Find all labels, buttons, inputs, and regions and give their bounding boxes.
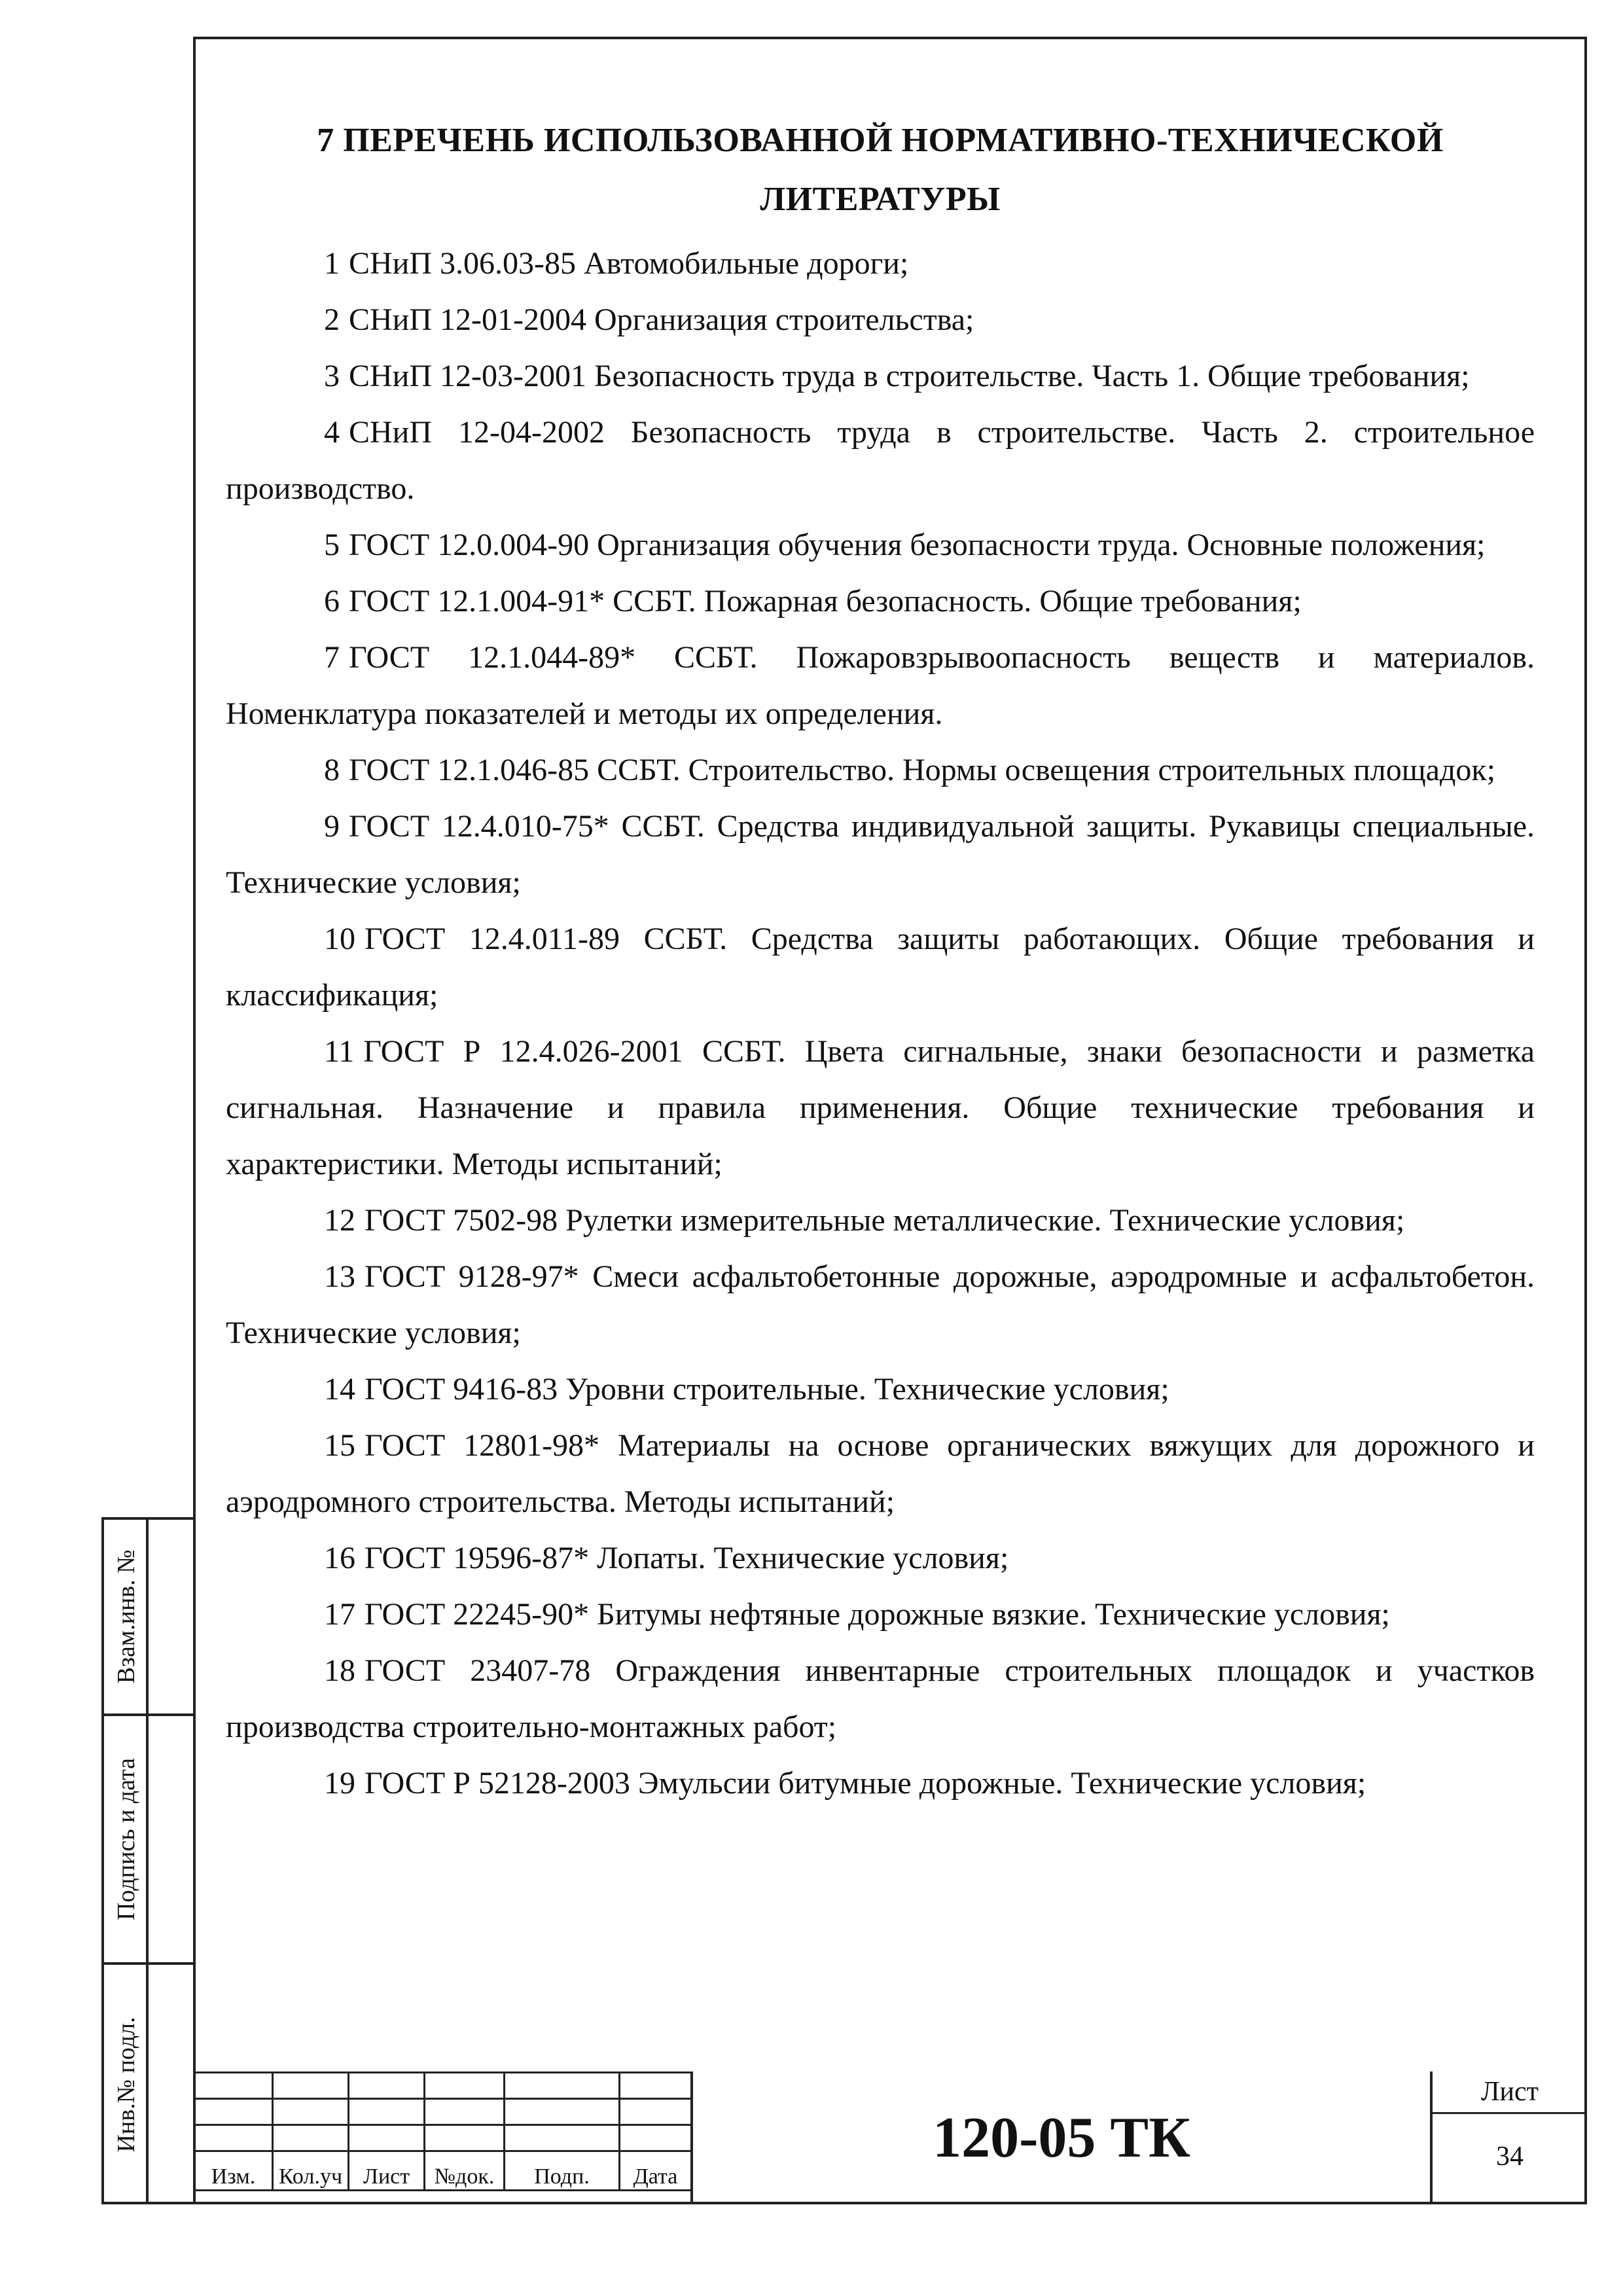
revision-table bbox=[193, 2072, 692, 2191]
list-item bbox=[226, 1249, 1535, 1361]
list-item bbox=[226, 1193, 1535, 1249]
list-item-number: 1 bbox=[324, 246, 340, 281]
list-item-text: ГОСТ 9416-83 Уровни строительные. Технические условия; bbox=[365, 1372, 1169, 1407]
side-label-podpis: Подпись и дата bbox=[113, 1757, 140, 1921]
side-cell-vzam bbox=[104, 1520, 193, 1716]
list-item-number: 17 bbox=[324, 1597, 355, 1632]
rev-cell bbox=[273, 2099, 349, 2125]
heading-line-1: 7 ПЕРЕЧЕНЬ ИСПОЛЬЗОВАННОЙ НОРМАТИВНО-ТЕХНИЧЕСКОЙ bbox=[317, 122, 1444, 159]
section-heading bbox=[226, 105, 1535, 236]
side-cell-inv bbox=[104, 1965, 193, 2204]
list-item-text: ГОСТ 12801-98* Материалы на основе органических вяжущих для дорожного и аэродромного строительства. Методы испытаний; bbox=[226, 1428, 1535, 1519]
list-item bbox=[226, 1587, 1535, 1643]
heading-line-2: ЛИТЕРАТУРЫ bbox=[760, 181, 1001, 218]
list-item-text: ГОСТ 9128-97* Смеси асфальтобетонные дорожные, аэродромные и асфальтобетон. Технические условия; bbox=[226, 1259, 1535, 1350]
rev-cell bbox=[349, 2073, 425, 2099]
list-item bbox=[226, 742, 1535, 798]
list-item-number: 13 bbox=[324, 1259, 355, 1294]
list-item-number: 5 bbox=[324, 528, 340, 562]
side-label-box bbox=[104, 1716, 149, 1962]
list-item-text: ГОСТ 12.1.044-89* ССБТ. Пожаровзрывоопасность веществ и материалов. Номенклатура показателей и методы их определения. bbox=[226, 640, 1535, 731]
side-label-box bbox=[104, 1520, 149, 1713]
rev-cell bbox=[349, 2125, 425, 2151]
list-item-number: 3 bbox=[324, 359, 340, 393]
list-item-text: ГОСТ 12.4.011-89 ССБТ. Средства защиты работающих. Общие требования и классификация; bbox=[226, 922, 1535, 1013]
side-cell-podpis bbox=[104, 1716, 193, 1965]
list-item bbox=[226, 1643, 1535, 1755]
list-item-number: 15 bbox=[324, 1428, 355, 1463]
document-code: 120-05 ТК bbox=[690, 2072, 1430, 2204]
list-item-text: ГОСТ 19596-87* Лопаты. Технические условия; bbox=[365, 1541, 1009, 1575]
list-item-number: 9 bbox=[324, 809, 340, 844]
list-item-number: 12 bbox=[324, 1203, 355, 1238]
list-item-number: 8 bbox=[324, 753, 340, 787]
list-item bbox=[226, 292, 1535, 348]
rev-cell bbox=[194, 2125, 273, 2151]
list-item-number: 11 bbox=[324, 1034, 355, 1069]
list-item-number: 2 bbox=[324, 302, 340, 337]
list-item bbox=[226, 1418, 1535, 1530]
list-item-text: СНиП 12-03-2001 Безопасность труда в строительстве. Часть 1. Общие требования; bbox=[349, 359, 1470, 393]
list-item-number: 6 bbox=[324, 584, 340, 619]
list-item bbox=[226, 798, 1535, 911]
list-item-text: ГОСТ 7502-98 Рулетки измерительные металлические. Технические условия; bbox=[365, 1203, 1405, 1238]
list-item-number: 4 bbox=[324, 415, 340, 450]
document-body bbox=[226, 105, 1535, 1812]
rev-cell bbox=[194, 2099, 273, 2125]
title-block bbox=[193, 2072, 1587, 2204]
header-kol-uch: Кол.уч bbox=[273, 2151, 349, 2191]
list-item-text: ГОСТ Р 52128-2003 Эмульсии битумные дорожные. Технические условия; bbox=[365, 1766, 1366, 1801]
rev-cell bbox=[349, 2099, 425, 2125]
list-item-text: ГОСТ 23407-78 Ограждения инвентарные строительных площадок и участков производства строительно-монтажных работ; bbox=[226, 1653, 1535, 1744]
list-item bbox=[226, 573, 1535, 630]
list-item-text: СНиП 3.06.03-85 Автомобильные дороги; bbox=[349, 246, 909, 281]
side-label-box bbox=[104, 1965, 149, 2204]
list-item bbox=[226, 348, 1535, 404]
list-item-number: 16 bbox=[324, 1541, 355, 1575]
rev-cell bbox=[273, 2125, 349, 2151]
list-item bbox=[226, 630, 1535, 742]
side-stamp bbox=[101, 1517, 193, 2204]
list-item-number: 14 bbox=[324, 1372, 355, 1407]
list-item-text: ГОСТ 22245-90* Битумы нефтяные дорожные вязкие. Технические условия; bbox=[365, 1597, 1390, 1632]
list-item-number: 10 bbox=[324, 922, 355, 956]
list-item-text: ГОСТ 12.1.004-91* ССБТ. Пожарная безопасность. Общие требования; bbox=[349, 584, 1302, 619]
sheet-box bbox=[1430, 2072, 1587, 2204]
rev-cell bbox=[505, 2099, 620, 2125]
sheet-label: Лист bbox=[1433, 2072, 1587, 2114]
side-label-inv: Инв.№ подл. bbox=[113, 2017, 140, 2153]
rev-cell bbox=[505, 2125, 620, 2151]
list-item-text: ГОСТ 12.0.004-90 Организация обучения безопасности труда. Основные положения; bbox=[349, 528, 1486, 562]
header-podp: Подп. bbox=[505, 2151, 620, 2191]
list-item-number: 19 bbox=[324, 1766, 355, 1801]
rev-cell bbox=[620, 2099, 692, 2125]
list-item bbox=[226, 1755, 1535, 1812]
list-item-text: ГОСТ 12.4.010-75* ССБТ. Средства индивидуальной защиты. Рукавицы специальные. Технические условия; bbox=[226, 809, 1535, 900]
rev-cell bbox=[425, 2125, 505, 2151]
list-item-text: ГОСТ Р 12.4.026-2001 ССБТ. Цвета сигнальные, знаки безопасности и разметка сигнальная. Назначение и правила применения. Общие технические требования и характеристики. Методы испытаний; bbox=[226, 1034, 1535, 1181]
list-item bbox=[226, 404, 1535, 517]
header-ndok: №док. bbox=[425, 2151, 505, 2191]
rev-cell bbox=[620, 2073, 692, 2099]
rev-cell bbox=[425, 2099, 505, 2125]
reference-list bbox=[226, 236, 1535, 1812]
list-item bbox=[226, 236, 1535, 292]
list-item bbox=[226, 517, 1535, 573]
header-list: Лист bbox=[349, 2151, 425, 2191]
header-data: Дата bbox=[620, 2151, 692, 2191]
list-item-number: 18 bbox=[324, 1653, 355, 1688]
list-item bbox=[226, 1024, 1535, 1193]
rev-cell bbox=[425, 2073, 505, 2099]
list-item-text: ГОСТ 12.1.046-85 ССБТ. Строительство. Нормы освещения строительных площадок; bbox=[349, 753, 1496, 787]
list-item bbox=[226, 1361, 1535, 1418]
rev-cell bbox=[620, 2125, 692, 2151]
rev-cell bbox=[505, 2073, 620, 2099]
rev-cell bbox=[273, 2073, 349, 2099]
rev-cell bbox=[194, 2073, 273, 2099]
sheet-number: 34 bbox=[1496, 2142, 1524, 2172]
side-label-vzam: Взам.инв. № bbox=[113, 1549, 140, 1684]
list-item bbox=[226, 1530, 1535, 1587]
list-item-text: СНиП 12-04-2002 Безопасность труда в строительстве. Часть 2. строительное производство. bbox=[226, 415, 1535, 506]
list-item-number: 7 bbox=[324, 640, 340, 675]
list-item-text: СНиП 12-01-2004 Организация строительства; bbox=[349, 302, 974, 337]
header-izm: Изм. bbox=[194, 2151, 273, 2191]
list-item bbox=[226, 911, 1535, 1024]
